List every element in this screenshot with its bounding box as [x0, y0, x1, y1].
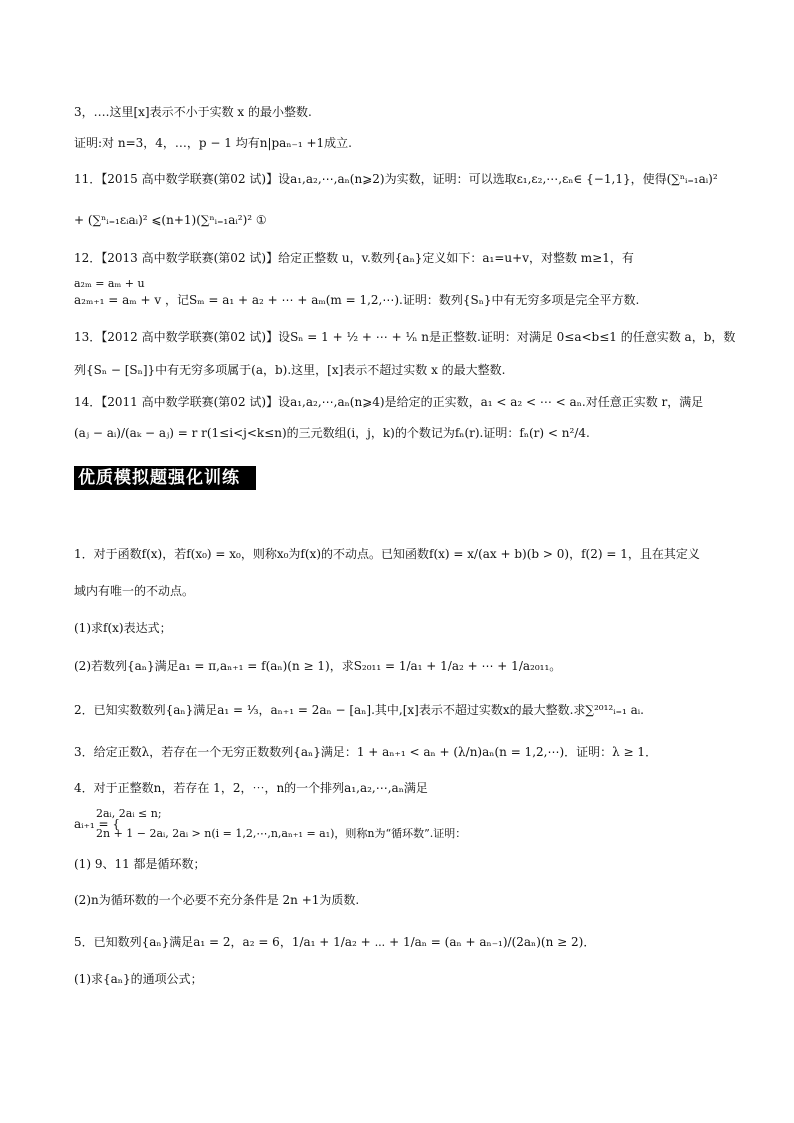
text-line: 证明:对 n=3，4，…，p − 1 均有n|paₙ₋₁ +1成立.	[74, 136, 352, 150]
exercise-1-cont: 域内有唯一的不动点。	[74, 584, 195, 598]
exercise-2: 2．已知实数数列{aₙ}满足a₁ = ⅓，aₙ₊₁ = 2aₙ − [aₙ].其中,[x]表示不超过实数x的最大整数.求∑²⁰¹²ᵢ₌₁ aᵢ.	[74, 703, 644, 717]
exercise-3: 3．给定正数λ，若存在一个无穷正数数列{aₙ}满足：1 + aₙ₊₁ < aₙ + (λ/n)aₙ(n = 1,2,⋯)．证明：λ ≥ 1．	[74, 745, 658, 759]
exercise-5: 5．已知数列{aₙ}满足a₁ = 2，a₂ = 6，1/a₁ + 1/a₂ + ⋯ + 1/aₙ = (aₙ + aₙ₋₁)/(2aₙ)(n ≥ 2)．	[74, 935, 596, 949]
problem-14-cont: (aⱼ − aᵢ)/(aₖ − aⱼ) = r r(1≤i<j<k≤n)的三元数组(i，j，k)的个数记为fₙ(r).证明：fₙ(r) < n²/4.	[74, 426, 590, 440]
exercise-4-case-1: 2aᵢ, 2aᵢ ≤ n;	[96, 807, 162, 820]
section-banner: 优质模拟题强化训练	[74, 466, 256, 490]
problem-12-system-1: a₂ₘ = aₘ + u	[74, 277, 145, 290]
problem-11: 11．【2015 高中数学联赛(第02 试)】设a₁,a₂,⋯,aₙ(n⩾2)为实数，证明：可以选取ε₁,ε₂,⋯,εₙ∈ {−1,1}，使得(∑ⁿᵢ₌₁aᵢ)²	[74, 172, 718, 186]
exercise-4-part-2: (2)n为循环数的一个必要不充分条件是 2n +1为质数.	[74, 893, 360, 907]
problem-14: 14．【2011 高中数学联赛(第02 试)】设a₁,a₂,⋯,aₙ(n⩾4)是给定的正实数，a₁ < a₂ < ⋯ < aₙ.对任意正实数 r，满足	[74, 395, 704, 409]
exercise-4-part-1: (1) 9、11 都是循环数；	[74, 857, 206, 871]
exercise-1: 1．对于函数f(x)，若f(x₀) = x₀，则称x₀为f(x)的不动点。已知函数f(x) = x/(ax + b)(b > 0)，f(2) = 1，且在其定义	[74, 547, 700, 561]
problem-12-system-2: a₂ₘ₊₁ = aₘ + v ，记Sₘ = a₁ + a₂ + ⋯ + aₘ(m = 1,2,⋯).证明：数列{Sₙ}中有无穷多项是完全平方数.	[74, 293, 640, 307]
exercise-1-part-1: (1)求f(x)表达式；	[74, 621, 172, 635]
exercise-4: 4．对于正整数n，若存在 1，2，⋯，n的一个排列a₁,a₂,⋯,aₙ满足	[74, 781, 428, 795]
problem-12: 12．【2013 高中数学联赛(第02 试)】给定正整数 u，v.数列{aₙ}定义如下：a₁=u+v，对整数 m≥1，有	[74, 251, 634, 265]
problem-13-cont: 列{Sₙ − [Sₙ]}中有无穷多项属于(a，b).这里，[x]表示不超过实数 x 的最大整数.	[74, 363, 506, 377]
exercise-1-part-2: (2)若数列{aₙ}满足a₁ = π,aₙ₊₁ = f(aₙ)(n ≥ 1)，求S₂₀₁₁ = 1/a₁ + 1/a₂ + ⋯ + 1/a₂₀₁₁。	[74, 659, 562, 673]
exercise-4-case-2: 2n + 1 − 2aᵢ, 2aᵢ > n(i = 1,2,⋯,n,aₙ₊₁ = a₁)，则称n为“循环数”.证明：	[96, 827, 467, 840]
text-line: 3，….这里[x]表示不小于实数 x 的最小整数.	[74, 105, 312, 119]
problem-13: 13．【2012 高中数学联赛(第02 试)】设Sₙ = 1 + ½ + ⋯ + ¹⁄ₙ n是正整数.证明：对满足 0≤a<b≤1 的任意实数 a，b，数	[74, 330, 736, 344]
exercise-4-lhs: aᵢ₊₁ = {	[74, 817, 121, 831]
exercise-5-part-1: (1)求{aₙ}的通项公式；	[74, 972, 203, 986]
problem-11-formula: + (∑ⁿᵢ₌₁εᵢaᵢ)² ⩽(n+1)(∑ⁿᵢ₌₁aᵢ²)² ①	[74, 213, 267, 227]
